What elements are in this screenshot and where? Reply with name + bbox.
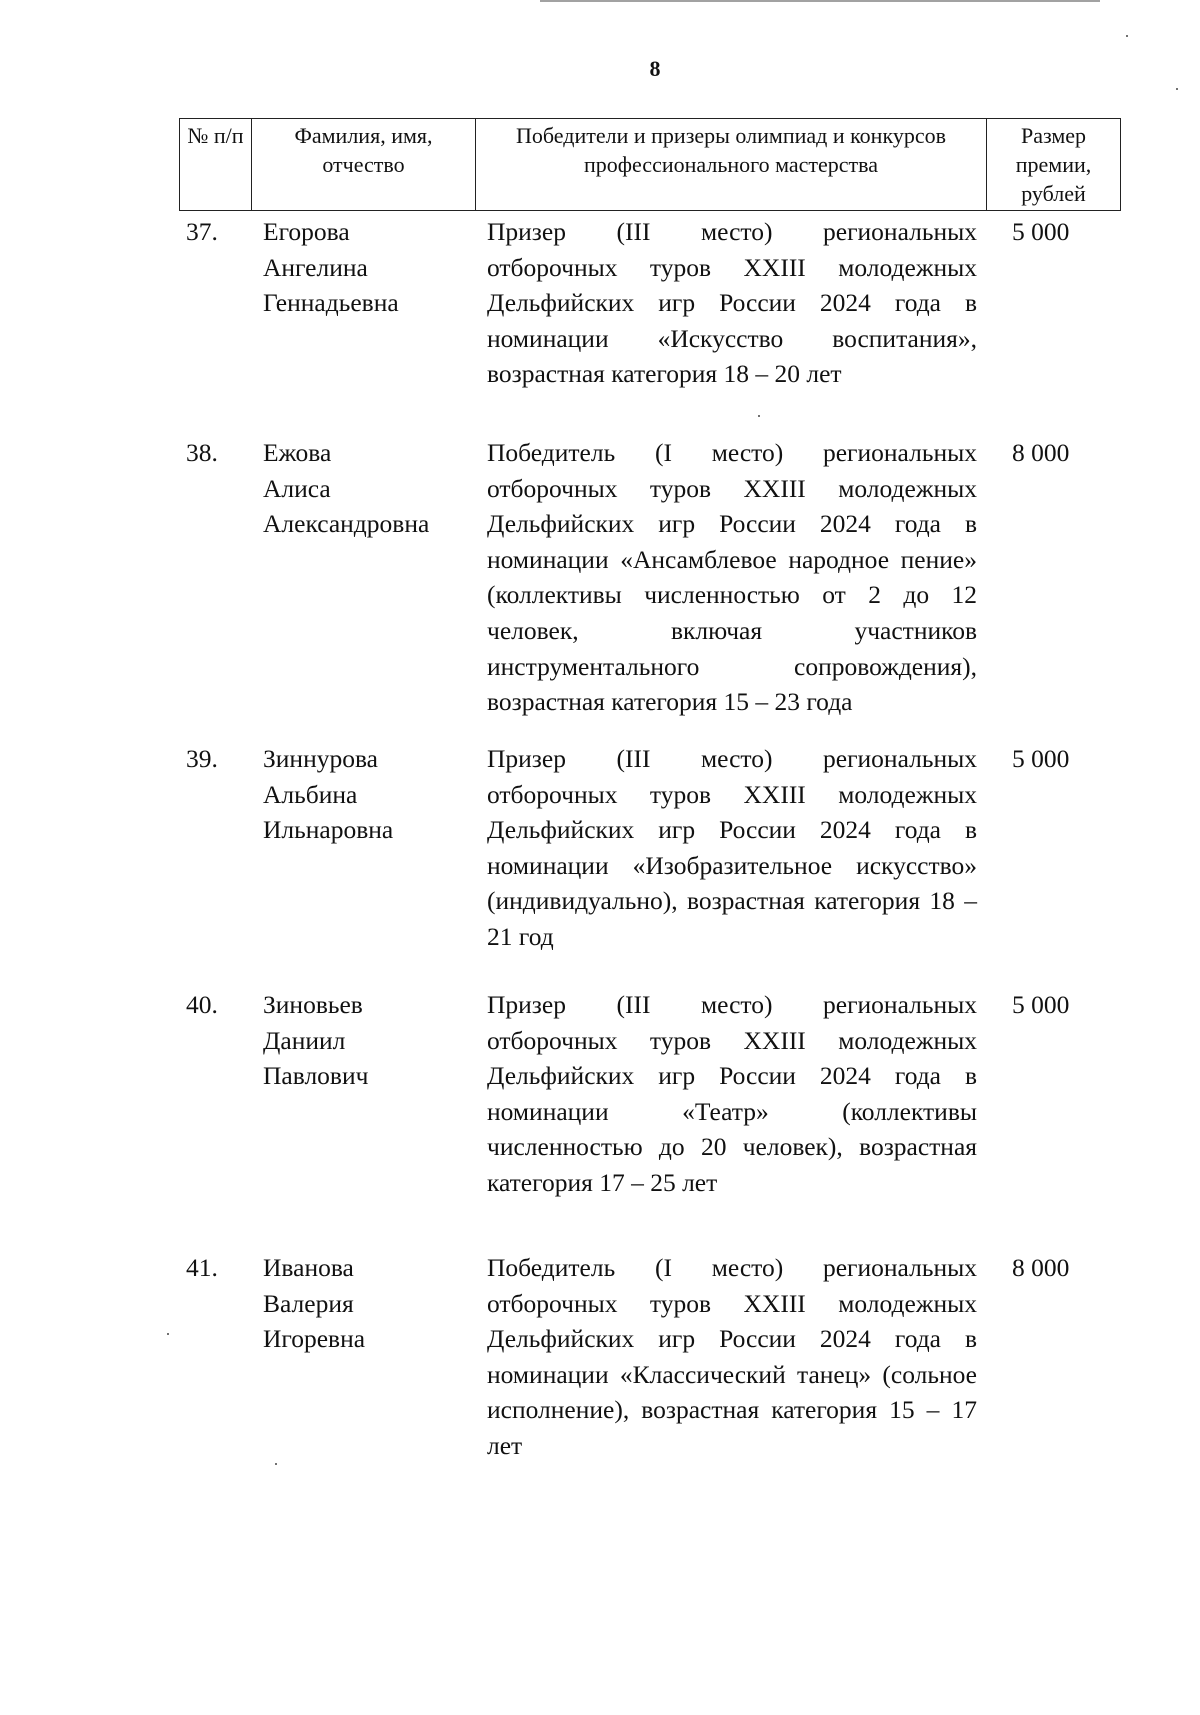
page-number: 8 [649,56,661,81]
header-name: Фамилия, имя, отчество [252,119,476,211]
surname: Егорова [263,217,350,246]
surname: Ежова [263,438,332,467]
award-description: Победитель (I место) региональных отборочных туров XXIII молодежных Дельфийских игр России 2024 года в номинации «Ансамблевое народное пение» (коллективы численностью от 2 до 12 человек, включая участников инструментального сопровождения), возрастная категория 15 – 23 года [487,438,977,717]
first-name: Альбина [263,779,358,809]
table-header [179,118,1121,211]
patronymic: Геннадьевна [263,288,399,318]
row-number: 37. [186,217,218,246]
scan-speck [167,1333,169,1335]
header-prize: Размер премии, рублей [987,119,1121,211]
row-number: 41. [186,1253,218,1282]
patronymic: Александровна [263,509,430,539]
first-name: Валерия [263,1288,354,1318]
surname: Зиннурова [263,744,378,773]
prize-amount: 5 000 [1012,744,1070,773]
patronymic: Игоревна [263,1324,366,1354]
person-name [263,1250,473,1357]
row-number: 39. [186,744,218,773]
first-name: Алиса [263,473,331,503]
top-scan-line [540,0,1100,2]
header-num: № п/п [180,119,252,211]
person-name [263,741,473,848]
award-description: Призер (III место) региональных отборочных туров XXIII молодежных Дельфийских игр России 2024 года в номинации «Изобразительное искусство» (индивидуально), возрастная категория 18 – 21 год [487,744,977,951]
row-number: 40. [186,990,218,1019]
scan-speck [1176,88,1178,90]
prize-amount: 5 000 [1012,990,1070,1019]
surname: Зиновьев [263,990,363,1019]
prize-amount: 8 000 [1012,438,1070,467]
patronymic: Ильнаровна [263,815,394,845]
person-name [263,987,473,1094]
scan-speck [275,1463,277,1465]
first-name: Даниил [263,1025,346,1055]
scan-speck [1126,35,1128,37]
prize-amount: 5 000 [1012,217,1070,246]
surname: Иванова [263,1253,354,1282]
award-description: Призер (III место) региональных отборочных туров XXIII молодежных Дельфийских игр России 2024 года в номинации «Искусство воспитания», возрастная категория 18 – 20 лет [487,217,977,389]
header-description: Победители и призеры олимпиад и конкурсов профессионального мастерства [476,119,987,211]
award-description: Победитель (I место) региональных отборочных туров XXIII молодежных Дельфийских игр России 2024 года в номинации «Классический танец» (сольное исполнение), возрастная категория 15 – 17 лет [487,1253,977,1460]
first-name: Ангелина [263,252,368,282]
person-name [263,214,473,321]
row-number: 38. [186,438,218,467]
person-name [263,435,473,542]
award-description: Призер (III место) региональных отборочных туров XXIII молодежных Дельфийских игр России 2024 года в номинации «Театр» (коллективы численностью до 20 человек), возрастная категория 17 – 25 лет [487,990,977,1197]
prize-amount: 8 000 [1012,1253,1070,1282]
scan-speck [758,415,760,417]
patronymic: Павлович [263,1061,369,1091]
